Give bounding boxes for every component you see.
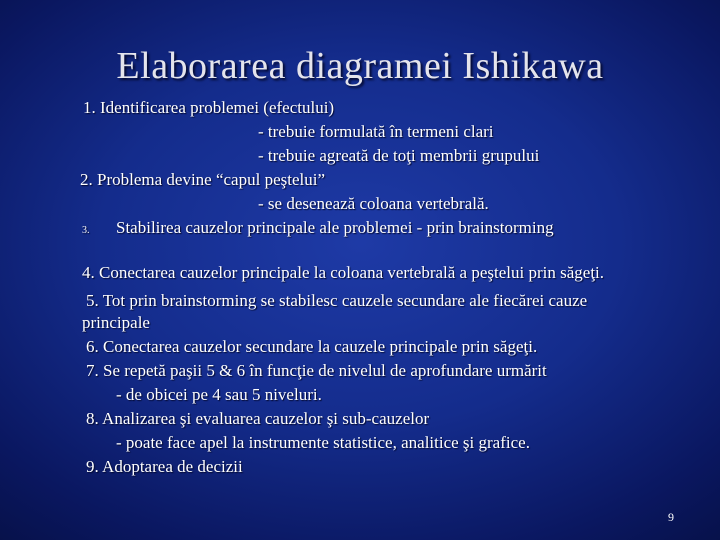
step-8-line: 8. Analizarea şi evaluarea cauzelor şi sub-cauzelor xyxy=(86,409,430,428)
slide-title: Elaborarea diagramei Ishikawa xyxy=(116,45,604,87)
step-9-line: 9. Adoptarea de decizii xyxy=(86,457,243,476)
step-1-sub-2: - trebuie agreată de toţi membrii grupului xyxy=(258,146,540,165)
step-6-line: 6. Conectarea cauzelor secundare la cauzele principale prin săgeţi. xyxy=(86,337,538,356)
page-number: 9 xyxy=(668,510,674,524)
step-8-sub-1: - poate face apel la instrumente statistice, analitice şi grafice. xyxy=(116,433,530,452)
step-4-line: 4. Conectarea cauzelor principale la coloana vertebrală a peştelui prin săgeţi. xyxy=(82,263,605,282)
step-7-sub-1: - de obicei pe 4 sau 5 niveluri. xyxy=(116,385,322,404)
step-1-sub-1: - trebuie formulată în termeni clari xyxy=(258,122,494,141)
step-2-sub-1: - se desenează coloana vertebrală. xyxy=(258,194,489,213)
step-5-line: 5. Tot prin brainstorming se stabilesc cauzele secundare ale fiecărei cauze xyxy=(86,291,588,310)
step-5-continuation: principale xyxy=(82,313,150,332)
step-1-line: 1. Identificarea problemei (efectului) xyxy=(83,98,335,117)
step-7-line: 7. Se repetă paşii 5 & 6 în funcţie de nivelul de aprofundare urmărit xyxy=(86,361,547,380)
step-2-line: 2. Problema devine “capul peştelui” xyxy=(80,170,325,189)
step-3-number: 3. xyxy=(82,225,90,236)
step-3-line: Stabilirea cauzelor principale ale problemei - prin brainstorming xyxy=(116,218,554,237)
